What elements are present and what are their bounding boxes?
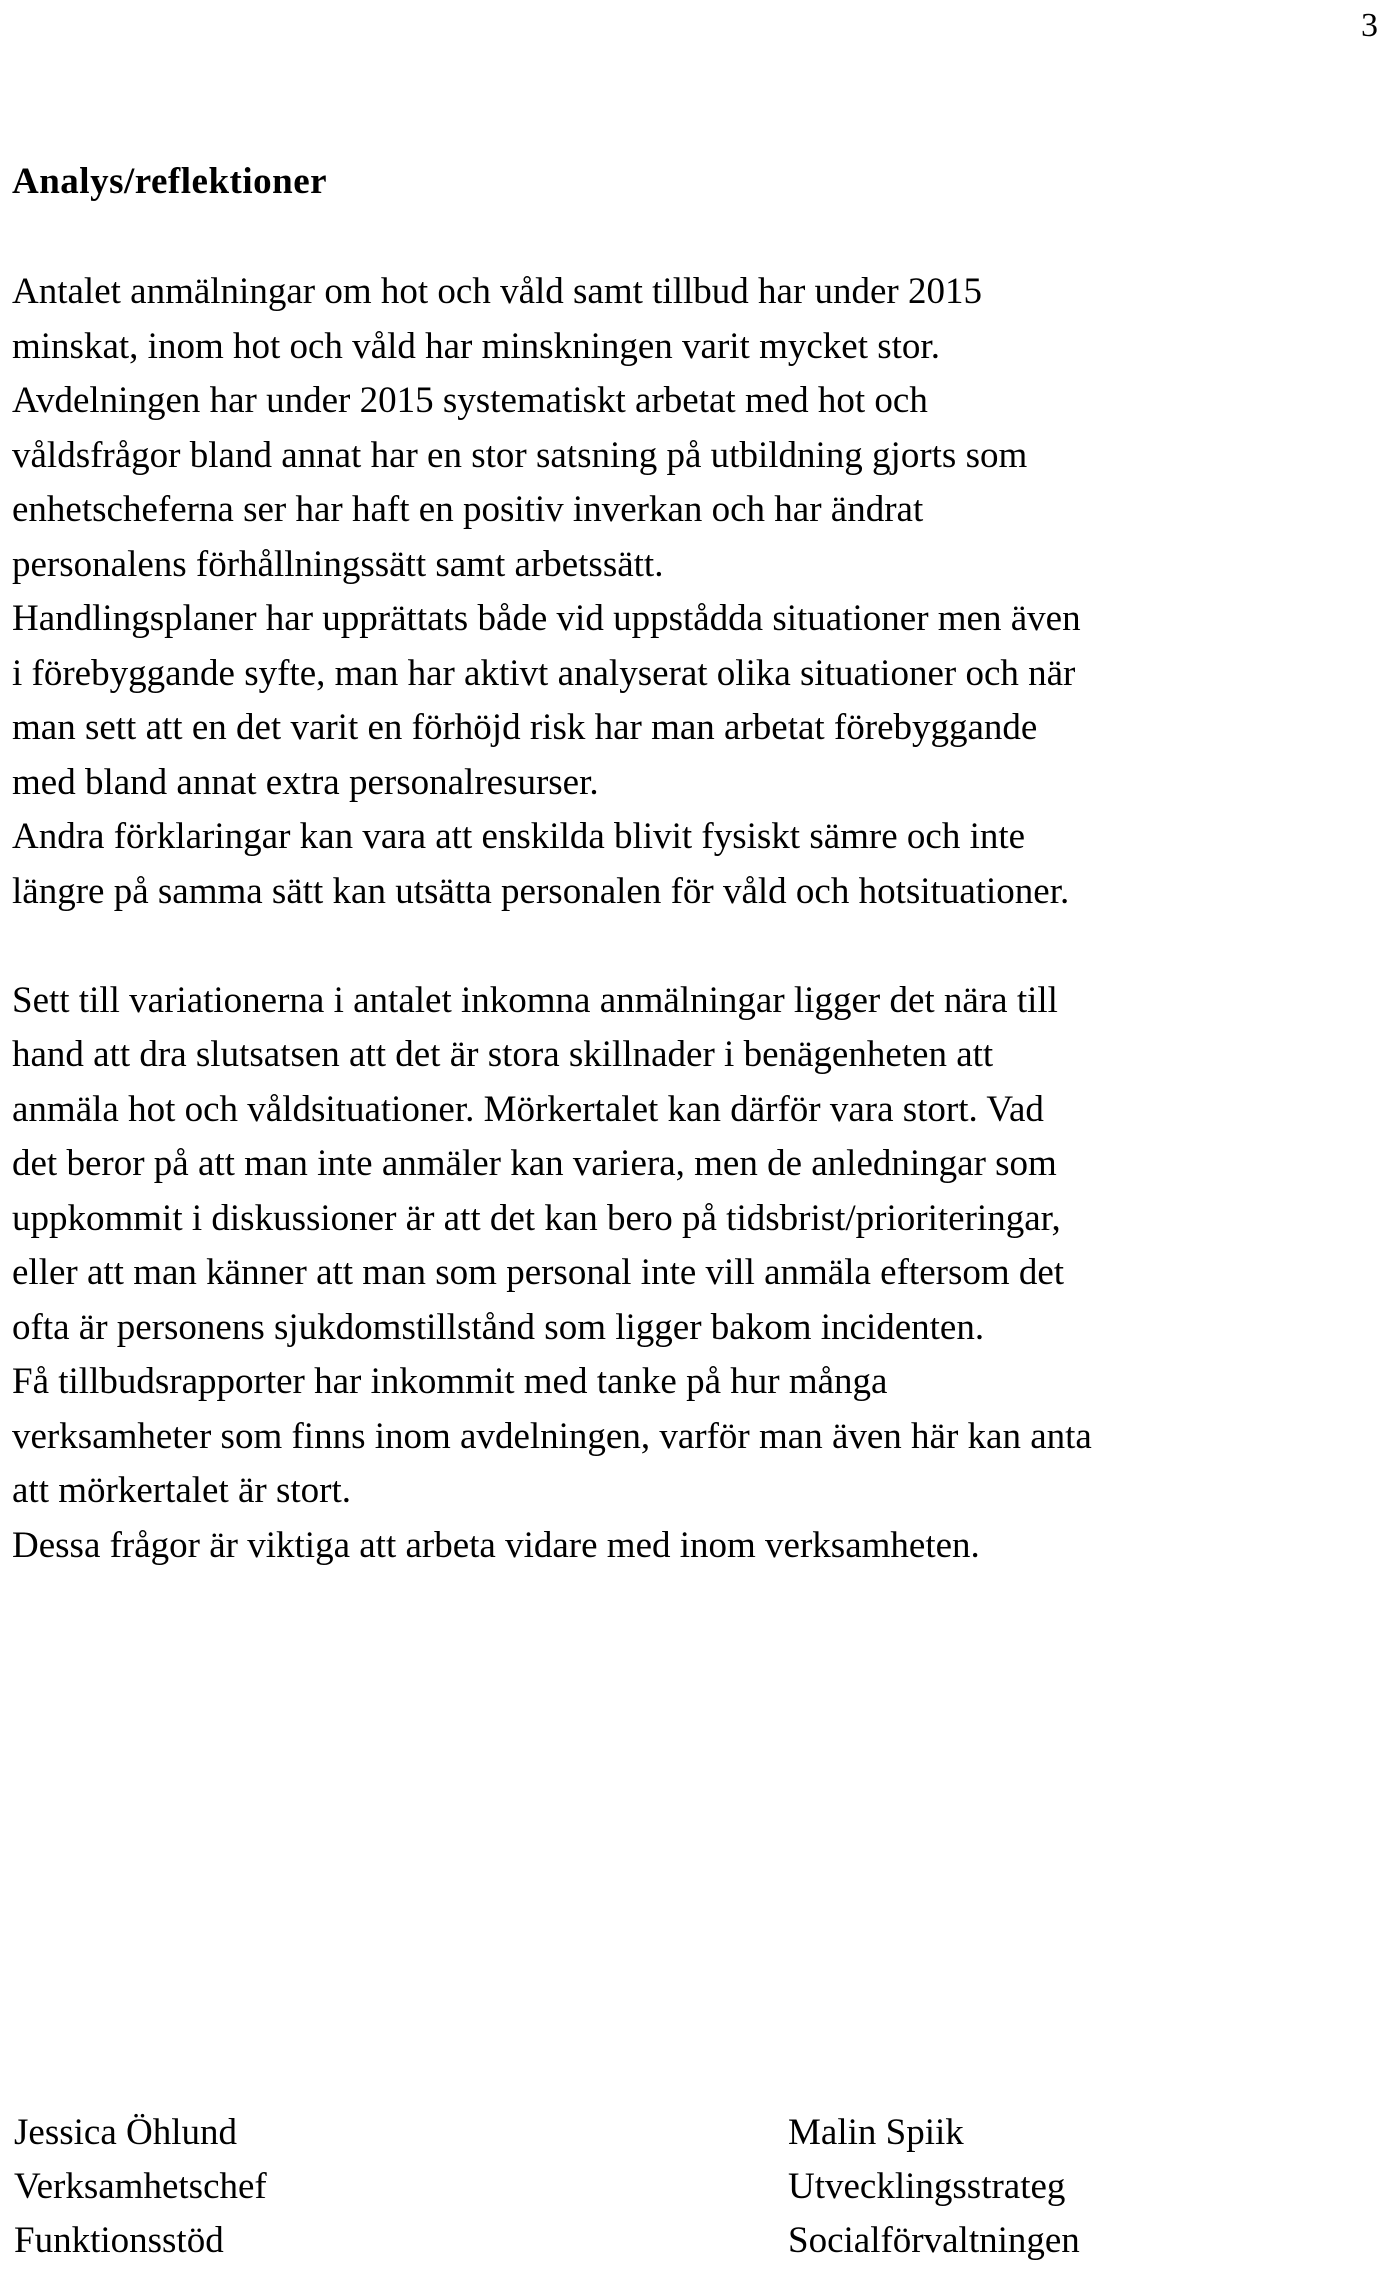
paragraph-1-line: med bland annat extra personalresurser. [12, 761, 599, 803]
paragraph-1-line: längre på samma sätt kan utsätta personalen för våld och hotsituationer. [12, 870, 1070, 912]
paragraph-2-line: eller att man känner att man som personal inte vill anmäla eftersom det [12, 1252, 1065, 1293]
body-text [12, 265, 1384, 1573]
paragraph-2-line: anmäla hot och våldsituationer. Mörkertalet kan därför vara stort. Vad [12, 1088, 1044, 1130]
page-number: 3 [1361, 7, 1378, 44]
paragraph-2-line: ofta är personens sjukdomstillstånd som ligger bakom incidenten. [12, 1306, 985, 1348]
paragraph-1-line: våldsfrågor bland annat har en stor satsning på utbildning gjorts som [12, 434, 1028, 476]
paragraph-1-line: personalens förhållningssätt samt arbetssätt. [12, 543, 664, 585]
signature-name: Malin Spiik [788, 2112, 964, 2153]
paragraph-1-line: Andra förklaringar kan vara att enskilda blivit fysiskt sämre och inte [12, 816, 1026, 857]
paragraph-2-line: det beror på att man inte anmäler kan variera, men de anledningar som [12, 1143, 1057, 1184]
paragraph-1-line: enhetscheferna ser har haft en positiv inverkan och har ändrat [12, 489, 924, 530]
paragraph-gap [12, 919, 1384, 974]
signature-left [14, 2106, 267, 2268]
paragraph-2-line: att mörkertalet är stort. [12, 1470, 352, 1511]
signature-right [788, 2106, 1080, 2268]
paragraph-2-line: Dessa frågor är viktiga att arbeta vidare med inom verksamheten. [12, 1524, 980, 1566]
signature-title: Utvecklingsstrateg [788, 2166, 1066, 2207]
signature-name: Jessica Öhlund [14, 2112, 237, 2153]
paragraph-1-line: Avdelningen har under 2015 systematiskt arbetat med hot och [12, 380, 928, 421]
paragraph-2-line: Få tillbudsrapporter har inkommit med tanke på hur många [12, 1361, 888, 1402]
paragraph-2-line: hand att dra slutsatsen att det är stora skillnader i benägenheten att [12, 1034, 994, 1075]
signature-unit: Socialförvaltningen [788, 2220, 1080, 2261]
paragraph-1-line: Handlingsplaner har upprättats både vid uppstådda situationer men även [12, 598, 1081, 639]
signature-title: Verksamhetschef [14, 2166, 267, 2207]
paragraph-1-line: Antalet anmälningar om hot och våld samt tillbud har under 2015 [12, 271, 983, 312]
signature-unit: Funktionsstöd [14, 2220, 224, 2261]
paragraph-1-line: i förebyggande syfte, man har aktivt analyserat olika situationer och när [12, 652, 1076, 694]
paragraph-2-line: uppkommit i diskussioner är att det kan bero på tidsbrist/prioriteringar, [12, 1197, 1061, 1239]
paragraph-2-line: Sett till variationerna i antalet inkomna anmälningar ligger det nära till [12, 979, 1058, 1021]
paragraph-1-line: man sett att en det varit en förhöjd risk har man arbetat förebyggande [12, 707, 1038, 748]
paragraph-2-line: verksamheter som finns inom avdelningen, varför man även här kan anta [12, 1415, 1092, 1457]
section-heading: Analys/reflektioner [12, 161, 328, 202]
paragraph-1-line: minskat, inom hot och våld har minskningen varit mycket stor. [12, 325, 940, 367]
